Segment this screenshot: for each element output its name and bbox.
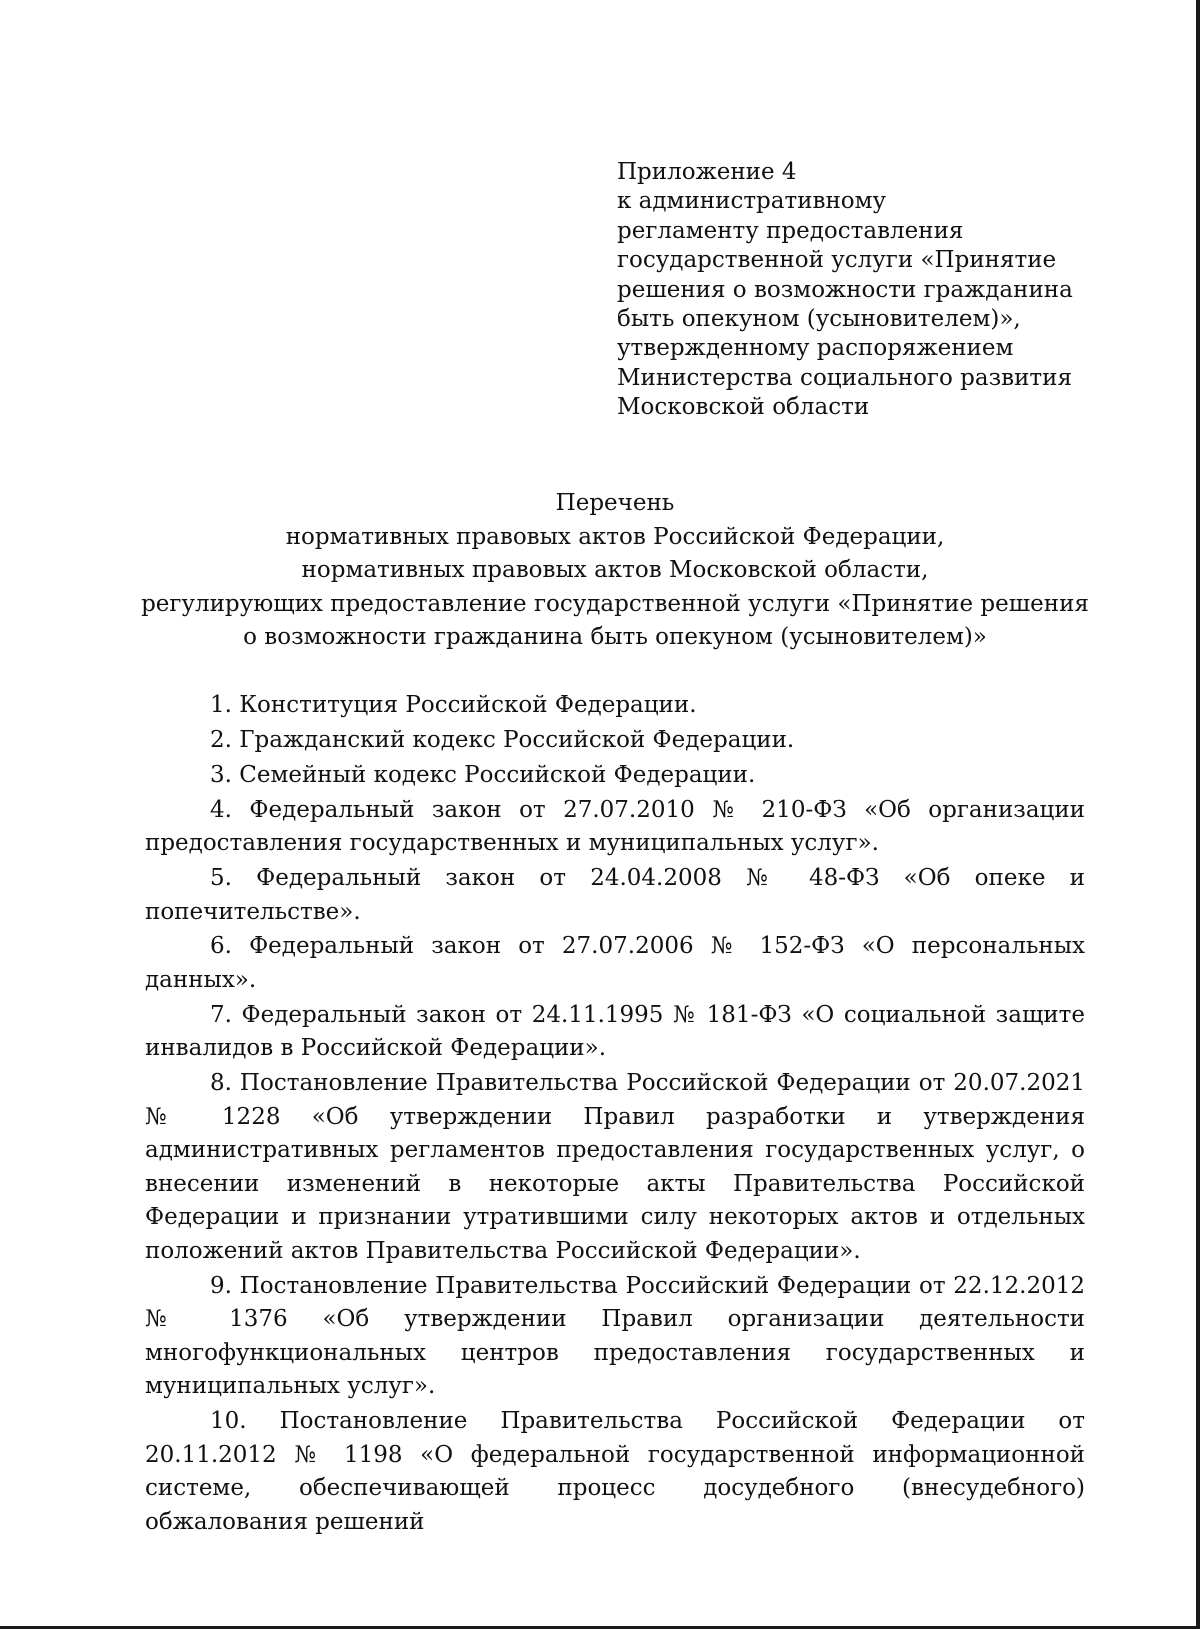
scan-border-right <box>1196 0 1200 1629</box>
title-line: Перечень <box>555 490 675 516</box>
appendix-line: к административному <box>617 188 887 215</box>
appendix-line: регламенту предоставления <box>617 217 964 244</box>
appendix-line: Приложение 4 <box>617 159 797 185</box>
list-item: 4. Федеральный закон от 27.07.2010 № 210-ФЗ «Об организации предоставления государственных и муниципальных услуг». <box>145 796 1085 857</box>
title-line: регулирующих предоставление государственной услуги «Принятие решения <box>141 590 1089 617</box>
appendix-line: быть опекуном (усыновителем)», <box>617 306 1021 333</box>
list-item: 9. Постановление Правительства Российский Федерации от 22.12.2012 № 1376 «Об утверждении Правил организации деятельности многофункциональных центров предоставления государственных и муниципальных услуг». <box>145 1272 1085 1400</box>
list-item: 1. Конституция Российской Федерации. <box>210 692 697 718</box>
title-line: о возможности гражданина быть опекуном (усыновителем)» <box>243 624 987 650</box>
appendix-line: государственной услуги «Принятие <box>617 247 1057 274</box>
legal-acts-list <box>145 689 1085 1540</box>
appendix-header <box>617 158 1087 423</box>
list-item: 8. Постановление Правительства Российской Федерации от 20.07.2021 № 1228 «Об утверждении Правил разработки и утверждения административных регламентов предоставления государственных услуг, о внесении изменений в некоторые акты Правительства Российской Федерации и признании утратившими силу некоторых актов и отдельных положений актов Правительства Российской Федерации». <box>145 1070 1085 1264</box>
list-item: 5. Федеральный закон от 24.04.2008 № 48-ФЗ «Об опеке и попечительстве». <box>145 865 1085 925</box>
appendix-line: решения о возможности гражданина <box>617 276 1073 303</box>
list-item: 6. Федеральный закон от 27.07.2006 № 152-ФЗ «О персональных данных». <box>145 933 1085 993</box>
appendix-line: утвержденному распоряжением <box>617 335 1014 362</box>
appendix-line: Министерства социального развития <box>617 364 1072 391</box>
list-item: 10. Постановление Правительства Российской Федерации от 20.11.2012 № 1198 «О федеральной государственной информационной системе, обеспечивающей процесс досудебного (внесудебного) обжалования решений <box>145 1408 1085 1535</box>
document-title <box>140 487 1090 655</box>
appendix-line: Московской области <box>617 394 870 421</box>
title-line: нормативных правовых актов Московской области, <box>301 557 929 583</box>
list-item: 3. Семейный кодекс Российской Федерации. <box>210 761 756 788</box>
list-item: 2. Гражданский кодекс Российской Федерации. <box>210 726 795 753</box>
title-line: нормативных правовых актов Российской Федерации, <box>285 523 945 550</box>
list-item: 7. Федеральный закон от 24.11.1995 № 181-ФЗ «О социальной защите инвалидов в Российской Федерации». <box>145 1001 1085 1062</box>
